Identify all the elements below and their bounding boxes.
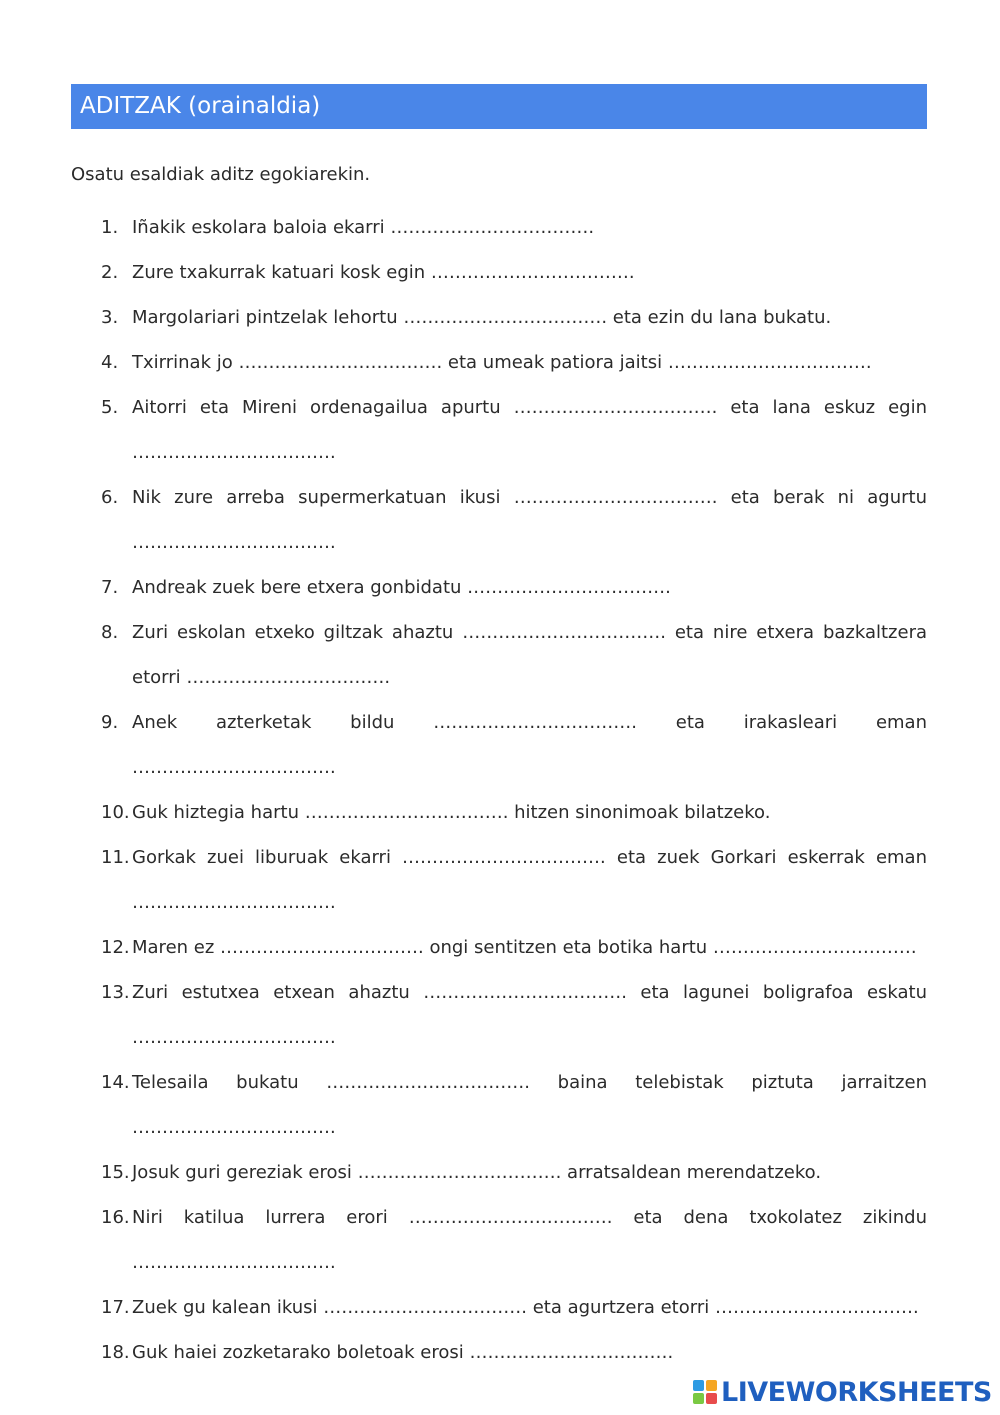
- item-number: 17.: [101, 1297, 130, 1318]
- item-sentence: Guk hiztegia hartu ……………………………. hitzen sinonimoak bilatzeko.: [132, 802, 771, 823]
- item-number: 9.: [101, 712, 119, 733]
- exercise-item: [71, 610, 927, 700]
- item-sentence: Niri katilua lurrera erori ……………………………. eta dena txokolatez zikindu …………………………….: [132, 1207, 927, 1273]
- item-number: 11.: [101, 847, 130, 868]
- exercise-item: [71, 1150, 927, 1195]
- item-number: 18.: [101, 1342, 130, 1363]
- title-banner: [71, 84, 927, 129]
- item-sentence: Gorkak zuei liburuak ekarri ……………………………. eta zuek Gorkari eskerrak eman …………………………….: [132, 847, 927, 913]
- page-title: ADITZAK (orainaldia): [80, 93, 321, 119]
- item-sentence: Maren ez ……………………………. ongi sentitzen eta botika hartu …………………………….: [132, 937, 917, 958]
- item-sentence: Zure txakurrak katuari kosk egin …………………………….: [132, 262, 635, 283]
- exercise-item: [71, 1285, 927, 1330]
- item-number: 13.: [101, 982, 130, 1003]
- item-sentence: Zuri eskolan etxeko giltzak ahaztu ……………………………. eta nire etxera bazkaltzera etorri …………………………….: [132, 622, 927, 688]
- item-number: 14.: [101, 1072, 130, 1093]
- logo-square-orange: [706, 1380, 717, 1391]
- liveworksheets-logo[interactable]: [693, 1374, 992, 1410]
- exercise-item: [71, 970, 927, 1060]
- item-number: 1.: [101, 217, 119, 238]
- item-sentence: Iñakik eskolara baloia ekarri …………………………….: [132, 217, 595, 238]
- exercise-item: [71, 700, 927, 790]
- item-number: 2.: [101, 262, 119, 283]
- liveworksheets-logo-icon: [693, 1380, 717, 1404]
- item-sentence: Anek azterketak bildu ……………………………. eta irakasleari eman …………………………….: [132, 712, 927, 778]
- logo-square-blue: [693, 1380, 704, 1391]
- item-number: 8.: [101, 622, 119, 643]
- item-number: 3.: [101, 307, 119, 328]
- item-sentence: Txirrinak jo ……………………………. eta umeak patiora jaitsi …………………………….: [132, 352, 872, 373]
- exercise-item: [71, 385, 927, 475]
- item-number: 6.: [101, 487, 119, 508]
- exercise-item: [71, 340, 927, 385]
- exercise-item: [71, 205, 927, 250]
- item-number: 15.: [101, 1162, 130, 1183]
- item-sentence: Aitorri eta Mireni ordenagailua apurtu ……………………………. eta lana eskuz egin …………………………….: [132, 397, 927, 463]
- instruction-text: Osatu esaldiak aditz egokiarekin.: [71, 164, 371, 185]
- item-sentence: Andreak zuek bere etxera gonbidatu …………………………….: [132, 577, 671, 598]
- exercise-list: [71, 205, 927, 1375]
- logo-wordmark: LIVEWORKSHEETS: [721, 1376, 992, 1408]
- item-number: 16.: [101, 1207, 130, 1228]
- item-number: 12.: [101, 937, 130, 958]
- exercise-item: [71, 835, 927, 925]
- item-sentence: Telesaila bukatu ……………………………. baina telebistak piztuta jarraitzen …………………………….: [132, 1072, 927, 1138]
- item-number: 7.: [101, 577, 119, 598]
- exercise-item: [71, 295, 927, 340]
- item-sentence: Nik zure arreba supermerkatuan ikusi ……………………………. eta berak ni agurtu …………………………….: [132, 487, 927, 553]
- exercise-item: [71, 1060, 927, 1150]
- item-sentence: Zuri estutxea etxean ahaztu ……………………………. eta lagunei boligrafoa eskatu …………………………….: [132, 982, 927, 1048]
- item-sentence: Margolariari pintzelak lehortu ……………………………. eta ezin du lana bukatu.: [132, 307, 832, 328]
- item-number: 10.: [101, 802, 130, 823]
- logo-square-green: [693, 1393, 704, 1404]
- exercise-item: [71, 790, 927, 835]
- item-number: 5.: [101, 397, 119, 418]
- exercise-item: [71, 250, 927, 295]
- exercise-item: [71, 1330, 927, 1375]
- item-sentence: Guk haiei zozketarako boletoak erosi …………………………….: [132, 1342, 674, 1363]
- item-sentence: Josuk guri gereziak erosi ……………………………. arratsaldean merendatzeko.: [132, 1162, 822, 1183]
- exercise-item: [71, 925, 927, 970]
- logo-square-red: [706, 1393, 717, 1404]
- item-number: 4.: [101, 352, 119, 373]
- exercise-item: [71, 1195, 927, 1285]
- exercise-item: [71, 565, 927, 610]
- exercise-item: [71, 475, 927, 565]
- item-sentence: Zuek gu kalean ikusi ……………………………. eta agurtzera etorri …………………………….: [132, 1297, 919, 1318]
